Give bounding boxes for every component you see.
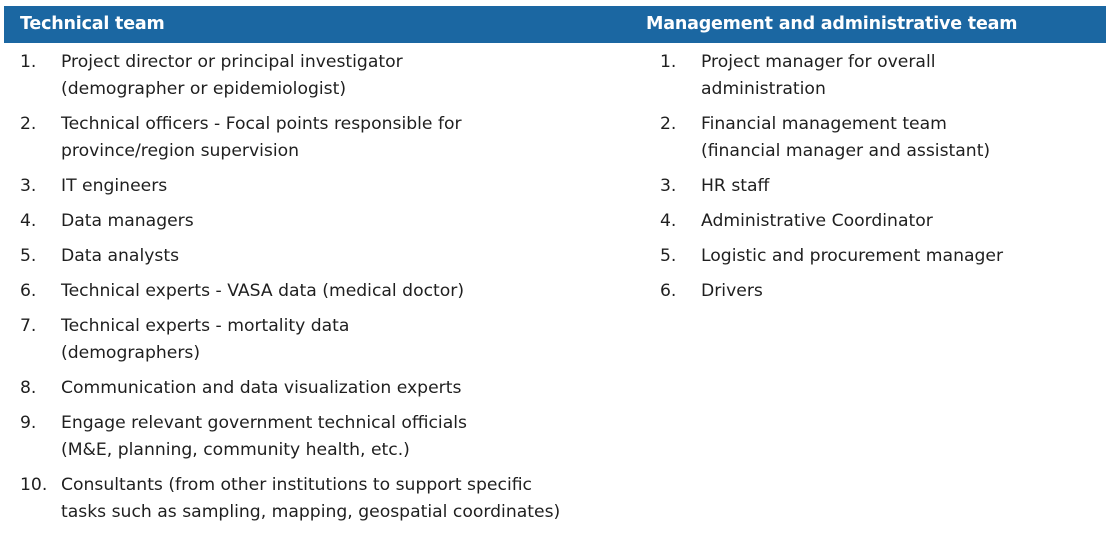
table-header-row xyxy=(4,6,1106,43)
list-item-text: Project director or principal investigator xyxy=(61,52,403,72)
list-item-text: (demographers) xyxy=(61,343,201,363)
list-item xyxy=(660,243,1090,270)
list-item-text: Technical experts - mortality data xyxy=(61,316,350,336)
list-item xyxy=(20,49,620,103)
list-item-number: 3. xyxy=(20,176,37,196)
list-item-number: 10. xyxy=(20,475,48,495)
list-item-text: Project manager for overall xyxy=(701,52,936,72)
list-item-number: 9. xyxy=(20,413,37,433)
management-team-list xyxy=(660,49,1090,313)
list-item-text: Technical officers - Focal points responsible for xyxy=(61,114,462,134)
list-item xyxy=(20,375,620,402)
list-item-number: 2. xyxy=(660,114,677,134)
list-item xyxy=(660,173,1090,200)
list-item-text: Logistic and procurement manager xyxy=(701,246,1004,266)
list-item-text: IT engineers xyxy=(61,176,168,196)
list-item xyxy=(660,49,1090,103)
list-item-text: Data managers xyxy=(61,211,194,231)
list-item xyxy=(20,173,620,200)
list-item-number: 5. xyxy=(20,246,37,266)
list-item-number: 1. xyxy=(660,52,677,72)
list-item xyxy=(660,278,1090,305)
technical-team-header: Technical team xyxy=(20,14,165,34)
list-item-text: administration xyxy=(701,79,826,99)
list-item-number: 3. xyxy=(660,176,677,196)
list-item-number: 2. xyxy=(20,114,37,134)
list-item-text: Administrative Coordinator xyxy=(701,211,933,231)
list-item-number: 4. xyxy=(20,211,37,231)
list-item-text: Technical experts - VASA data (medical doctor) xyxy=(61,281,465,301)
list-item-number: 6. xyxy=(20,281,37,301)
list-item-text: Data analysts xyxy=(61,246,180,266)
list-item xyxy=(660,208,1090,235)
list-item-number: 4. xyxy=(660,211,677,231)
list-item xyxy=(20,111,620,165)
list-item xyxy=(20,472,620,526)
list-item-text: tasks such as sampling, mapping, geospatial coordinates) xyxy=(61,502,561,522)
list-item xyxy=(20,278,620,305)
list-item xyxy=(20,243,620,270)
list-item-text: Engage relevant government technical officials xyxy=(61,413,467,433)
list-item xyxy=(660,111,1090,165)
list-item-number: 5. xyxy=(660,246,677,266)
list-item-number: 1. xyxy=(20,52,37,72)
list-item-text: HR staff xyxy=(701,176,770,196)
technical-team-list xyxy=(20,49,620,534)
management-team-header: Management and administrative team xyxy=(646,14,1018,34)
list-item xyxy=(20,313,620,367)
list-item-text: Communication and data visualization experts xyxy=(61,378,462,398)
list-item xyxy=(20,208,620,235)
list-item-text: (financial manager and assistant) xyxy=(701,141,991,161)
list-item-text: Financial management team xyxy=(701,114,947,134)
list-item-number: 6. xyxy=(660,281,677,301)
list-item-number: 8. xyxy=(20,378,37,398)
list-item-text: Drivers xyxy=(701,281,763,301)
list-item-number: 7. xyxy=(20,316,37,336)
list-item-text: Consultants (from other institutions to support specific xyxy=(61,475,532,495)
list-item xyxy=(20,410,620,464)
list-item-text: province/region supervision xyxy=(61,141,300,161)
list-item-text: (M&E, planning, community health, etc.) xyxy=(61,440,410,460)
list-item-text: (demographer or epidemiologist) xyxy=(61,79,347,99)
